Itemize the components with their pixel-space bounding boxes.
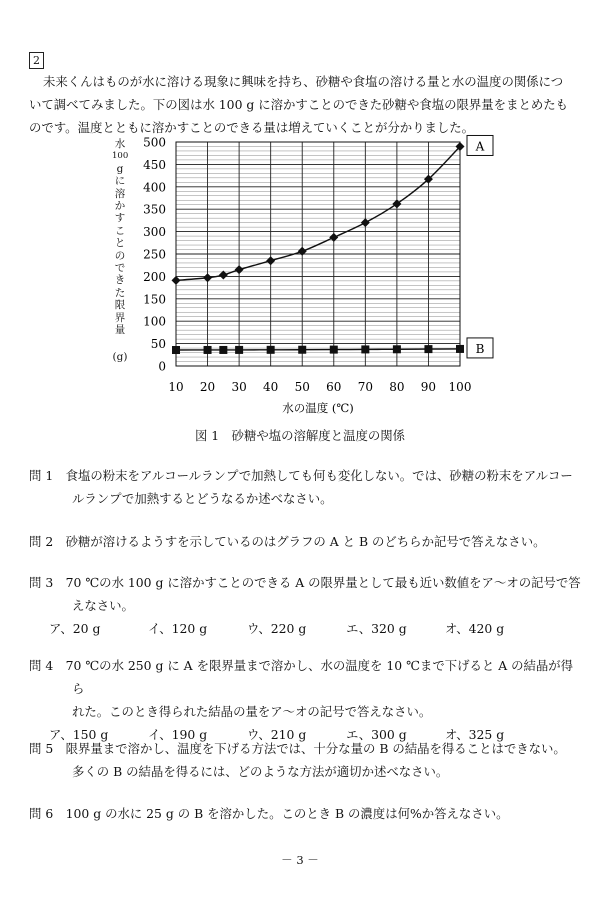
q4-text-line1: 70 ℃の水 250 g に A を限界量まで溶かし、水の温度を 10 ℃まで下げると A の結晶が得ら: [65, 658, 574, 696]
y-tick-label: 0: [158, 359, 166, 374]
question-6: [29, 802, 584, 825]
data-point-A: [235, 265, 244, 274]
x-tick-label: 60: [326, 380, 342, 394]
q1-label: 問 1: [29, 468, 54, 483]
data-point-A: [392, 199, 401, 208]
data-point-A: [172, 276, 181, 285]
series-line-B: [176, 349, 460, 350]
q3-choices: [29, 617, 584, 640]
q2-label: 問 2: [29, 534, 54, 549]
question-4: [29, 654, 584, 746]
q3-text-line2: えなさい。: [72, 598, 134, 613]
y-axis-label-part: こ: [114, 224, 126, 237]
x-tick-labels: [168, 380, 471, 394]
q3-choice-i: イ、120 g: [148, 621, 208, 636]
x-tick-label: 40: [263, 380, 279, 394]
q4-choice-u: ウ、210 g: [247, 727, 307, 742]
solubility-chart: [0, 0, 600, 425]
data-point-B: [361, 345, 369, 353]
x-tick-label: 30: [231, 380, 247, 394]
y-axis-label-part: 限: [114, 299, 126, 312]
q3-choice-o: オ、420 g: [445, 621, 505, 636]
y-axis-label-part: 量: [114, 324, 126, 337]
x-tick-label: 10: [168, 380, 184, 394]
data-point-A: [266, 256, 275, 265]
q3-text-line1: 70 ℃の水 100 g に溶かすことのできる A の限界量として最も近い数値をア～オの記号で答: [65, 575, 581, 590]
y-tick-label: 50: [150, 337, 166, 352]
series-label-B: B: [475, 341, 485, 356]
y-axis-label-part: か: [114, 200, 126, 213]
q5-label: 問 5: [29, 741, 54, 756]
question-3: [29, 571, 584, 640]
q1-text-line1: 食塩の粉末をアルコールランプで加熱しても何も変化しない。では、砂糖の粉末をアルコー: [65, 468, 573, 483]
x-axis-label: 水の温度 (℃): [282, 401, 354, 415]
q3-label: 問 3: [29, 575, 54, 590]
question-2: [29, 530, 584, 553]
y-tick-label: 450: [143, 157, 166, 172]
question-5: [29, 737, 584, 783]
series-label-A: A: [475, 139, 485, 154]
y-axis-label-part: 界: [114, 311, 126, 324]
data-point-B: [424, 345, 432, 353]
y-axis-label-part: と: [114, 237, 126, 250]
intro-paragraph: 未来くんはものが水に溶ける現象に興味を持ち、砂糖や食塩の溶ける量と水の温度の関係について調べてみました。下の図は水 100 g に溶かすことのできた砂糖や食塩の限界量をまとめたものです。温度とともに溶かすことのできる量は増えていくことが分かりました。: [29, 74, 569, 135]
data-point-B: [219, 346, 227, 354]
x-tick-label: 20: [199, 380, 216, 394]
data-point-A: [361, 218, 370, 227]
x-tick-label: 50: [294, 380, 310, 394]
data-point-B: [456, 345, 464, 353]
y-axis-label-part: す: [114, 212, 126, 225]
y-tick-label: 250: [143, 247, 166, 262]
x-tick-label: 80: [389, 380, 405, 394]
data-point-B: [235, 346, 243, 354]
major-gridlines: [176, 142, 460, 366]
q2-text-line1: 砂糖が溶けるようすを示しているのはグラフの A と B のどちらか記号で答えなさい。: [65, 534, 546, 549]
data-point-B: [267, 346, 275, 354]
q4-choice-i: イ、190 g: [148, 727, 208, 742]
data-point-B: [393, 345, 401, 353]
series-layer: [172, 142, 465, 354]
q4-choice-e: エ、300 g: [346, 727, 407, 742]
y-axis-label-part: き: [114, 274, 126, 287]
series-label-boxes: [467, 135, 493, 357]
x-tick-label: 70: [357, 380, 373, 394]
y-axis-label-part: た: [114, 286, 126, 299]
data-point-B: [172, 346, 180, 354]
y-axis-label-part: (g): [112, 350, 128, 363]
q6-text-line1: 100 g の水に 25 g の B を溶かした。このとき B の濃度は何%か答えなさい。: [65, 806, 509, 821]
figure-caption: 図 1 砂糖や塩の溶解度と温度の関係: [194, 428, 406, 443]
y-tick-label: 100: [143, 314, 166, 329]
q3-choice-e: エ、320 g: [346, 621, 407, 636]
q6-label: 問 6: [29, 806, 54, 821]
y-tick-label: 150: [143, 292, 166, 307]
y-tick-label: 400: [143, 180, 166, 195]
y-tick-label: 300: [143, 225, 166, 240]
question-number-box: 2: [29, 52, 44, 69]
q5-text-line2: 多くの B の結晶を得るには、どのような方法が適切か述べなさい。: [72, 764, 449, 779]
data-point-B: [298, 346, 306, 354]
data-point-A: [298, 247, 307, 256]
y-axis-label-part: 100: [112, 151, 129, 162]
y-tick-labels: [143, 136, 166, 374]
y-axis-label-part: 水: [114, 138, 126, 150]
q3-choice-u: ウ、220 g: [247, 621, 307, 636]
y-tick-label: 500: [143, 135, 166, 150]
data-point-B: [330, 346, 338, 354]
y-axis-label-part: で: [114, 262, 126, 275]
x-tick-label: 90: [420, 380, 437, 394]
q4-choice-o: オ、325 g: [445, 727, 505, 742]
x-tick-label: 100: [448, 380, 472, 394]
q1-text-line2: ルランプで加熱するとどうなるか述べなさい。: [72, 491, 333, 506]
q4-label: 問 4: [29, 658, 54, 673]
page-number: － 3 －: [281, 853, 319, 867]
y-axis-label-part: g: [116, 162, 124, 175]
data-point-B: [204, 346, 212, 354]
q4-text-line2: れた。このとき得られた結晶の量をア～オの記号で答えなさい。: [72, 704, 432, 719]
y-tick-label: 350: [143, 202, 166, 217]
y-tick-label: 200: [143, 269, 166, 284]
y-axis-label-part: の: [114, 249, 126, 262]
q3-choice-a: ア、20 g: [49, 621, 101, 636]
q4-choice-a: ア、150 g: [49, 727, 109, 742]
question-1: [29, 464, 584, 510]
y-axis-label-part: に: [114, 175, 126, 188]
q5-text-line1: 限界量まで溶かし、温度を下げる方法では、十分な量の B の結晶を得ることはできない。: [65, 741, 566, 756]
y-axis-label-part: 溶: [114, 187, 126, 200]
